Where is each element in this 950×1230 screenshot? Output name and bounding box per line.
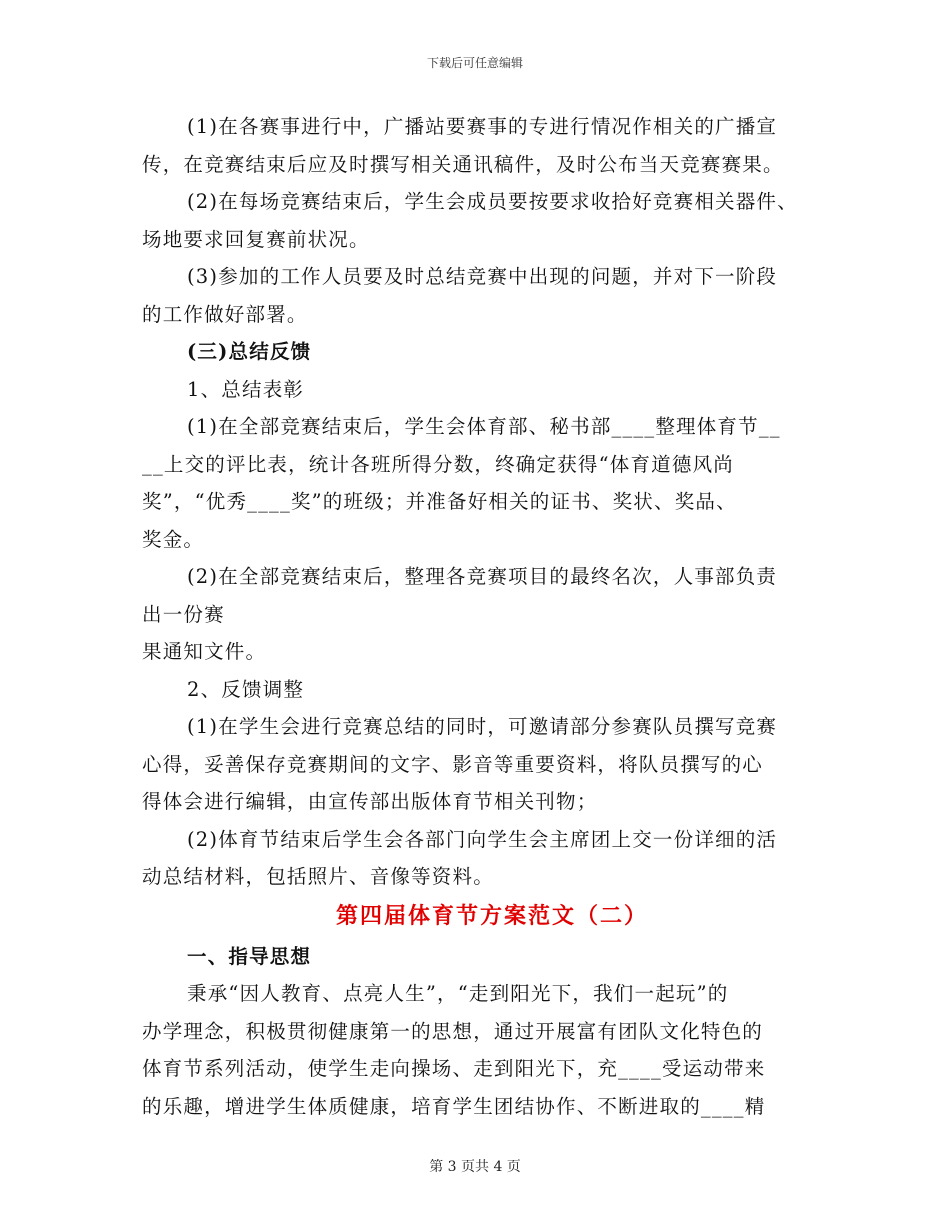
text-line: (2)在每场竞赛结束后，学生会成员要按要求收拾好竞赛相关器件、 bbox=[187, 190, 798, 213]
paragraph-block-1 bbox=[142, 108, 822, 896]
text-line: 得体会进行编辑，由宣传部出版体育节相关刊物； bbox=[142, 790, 598, 813]
document-body bbox=[142, 108, 822, 1125]
text-line: (1)在各赛事进行中，广播站要赛事的专进行情况作相关的广播宣 bbox=[187, 115, 778, 138]
text-line: 果通知文件。 bbox=[142, 640, 267, 663]
text-line: 体育节系列活动，使学生走向操场、走到阳光下，充____受运动带来 bbox=[142, 1057, 766, 1080]
text-line: (1)在学生会进行竞赛总结的同时，可邀请部分参赛队员撰写竞赛 bbox=[187, 715, 778, 738]
text-line: 出一份赛 bbox=[142, 602, 225, 626]
text-line: 奖金。 bbox=[142, 527, 205, 551]
text-line: 的工作做好部署。 bbox=[142, 302, 308, 326]
text-line: (2)在全部竞赛结束后，整理各竞赛项目的最终名次，人事部负责 bbox=[187, 565, 778, 588]
page-footer: 第 3 页共 4 页 bbox=[429, 1159, 521, 1175]
paragraph-block-2 bbox=[142, 938, 822, 1126]
text-line: 传，在竞赛结束后应及时撰写相关通讯稿件，及时公布当天竞赛赛果。 bbox=[142, 152, 784, 176]
text-line: 办学理念，积极贯彻健康第一的思想，通过开展富有团队文化特色的 bbox=[142, 1019, 764, 1043]
text-line: 1、总结表彰 bbox=[187, 377, 305, 401]
text-line: 秉承“因人教育、点亮人生”，“走到阳光下，我们一起玩”的 bbox=[187, 982, 729, 1005]
text-line: (3)参加的工作人员要及时总结竞赛中出现的问题，并对下一阶段 bbox=[187, 265, 778, 288]
text-line: (三)总结反馈 bbox=[187, 340, 312, 363]
text-line: 动总结材料，包括照片、音像等资料。 bbox=[142, 865, 494, 888]
text-line: (1)在全部竞赛结束后，学生会体育部、秘书部____整理体育节__ bbox=[187, 415, 781, 438]
text-line: 场地要求回复赛前状况。 bbox=[142, 227, 370, 251]
text-line: (2)体育节结束后学生会各部门向学生会主席团上交一份详细的活 bbox=[187, 827, 778, 851]
text-line: 一、指导思想 bbox=[187, 944, 312, 968]
text-line: 的乐趣，增进学生体质健康，培育学生团结协作、不断进取的____精 bbox=[142, 1094, 766, 1118]
page-header: 下载后可任意编辑 bbox=[426, 56, 523, 70]
text-line: __上交的评比表，统计各班所得分数，终确定获得“体育道德风尚 bbox=[142, 452, 734, 476]
text-line: 奖”，“优秀____奖”的班级；并准备好相关的证书、奖状、奖品、 bbox=[142, 490, 737, 513]
text-line: 2、反馈调整 bbox=[187, 677, 305, 701]
section-title: 第四届体育节方案范文（二） bbox=[335, 903, 648, 929]
text-line: 心得，妥善保存竞赛期间的文字、影音等重要资料，将队员撰写的心 bbox=[142, 752, 764, 776]
